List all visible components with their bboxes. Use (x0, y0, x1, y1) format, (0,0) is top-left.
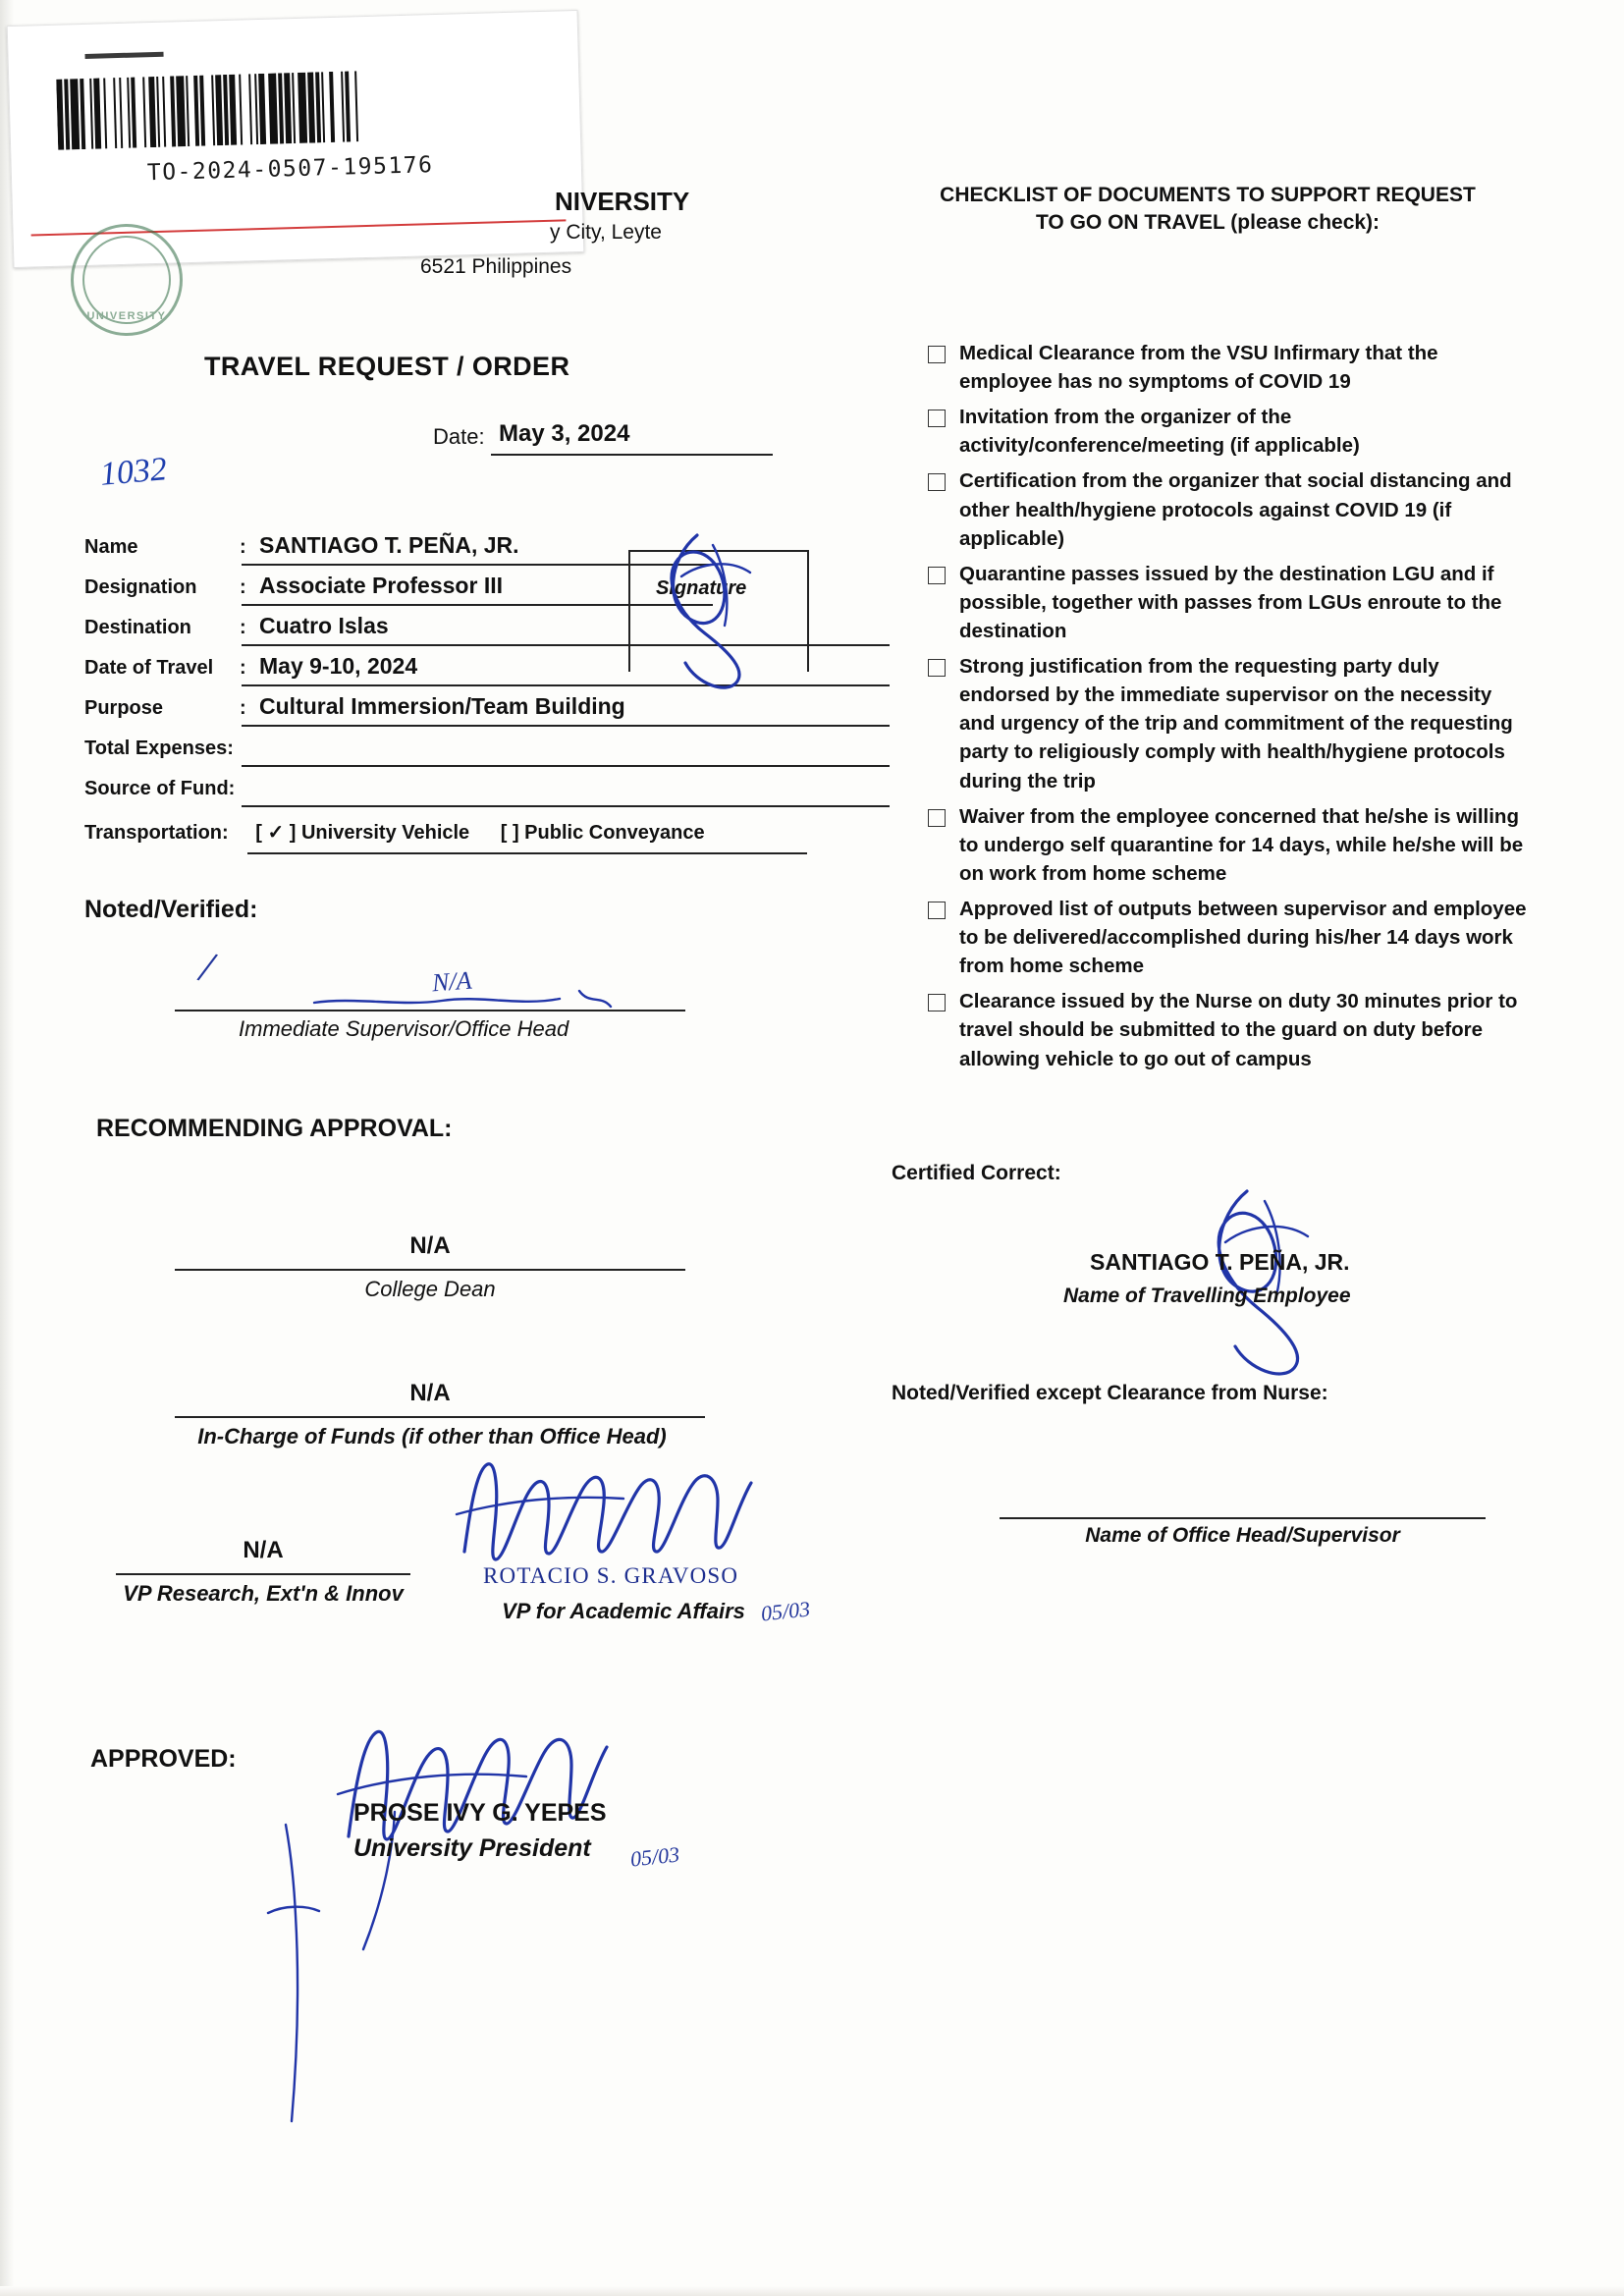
vp-academic-affairs-handwritten-date: 05/03 (759, 1596, 812, 1626)
field-rule (242, 684, 890, 686)
field-label: Date of Travel (84, 657, 214, 679)
scan-edge-bottom (0, 2286, 1624, 2296)
checklist-item[interactable] (928, 466, 1527, 552)
checkbox-icon[interactable] (928, 902, 946, 919)
field-colon: : (240, 697, 246, 719)
checkbox-icon[interactable] (928, 346, 946, 363)
field-rule (242, 805, 890, 807)
vp-research-value: N/A (243, 1537, 284, 1563)
office-head-rule (1000, 1517, 1486, 1519)
college-dean-caption: College Dean (364, 1277, 496, 1301)
barcode-icon (56, 66, 529, 149)
noted-verified-title: Noted/Verified: (84, 896, 258, 923)
transportation-option-public-conveyance[interactable]: [ ] Public Conveyance (500, 822, 705, 844)
transportation-rule (247, 852, 807, 854)
in-charge-of-funds-rule (175, 1416, 705, 1418)
in-charge-of-funds-value: N/A (409, 1380, 451, 1406)
university-president-name: PROSE IVY G. YEPES (353, 1799, 607, 1827)
field-row-source-of-fund (84, 772, 811, 812)
recommending-approval-title: RECOMMENDING APPROVAL: (96, 1115, 453, 1142)
field-label: Destination (84, 617, 191, 638)
field-colon: : (240, 536, 246, 558)
college-dean-value: N/A (409, 1232, 451, 1259)
header-zip: 6521 Philippines (420, 255, 572, 278)
handwritten-na-noted: N/A (431, 965, 473, 998)
checklist-item-label: Strong justification from the requesting party duly endorsed by the immediate supervisor on the necessity and urgency of the trip and commitment of the requesting party to religiously comply with health/hygiene protocols during the trip (959, 655, 1513, 793)
checklist-item-label: Approved list of outputs between supervisor and employee to be delivered/accomplished during his/her 14 days work from home scheme (959, 897, 1527, 978)
checkbox-icon[interactable] (928, 994, 946, 1011)
field-label: Purpose (84, 697, 164, 719)
checklist-item-label: Certification from the organizer that social distancing and other health/hygiene protocols against COVID 19 (if applicable) (959, 469, 1512, 550)
field-rule (242, 725, 890, 727)
travelling-employee-caption: Name of Travelling Employee (1063, 1285, 1351, 1307)
college-dean-rule (175, 1269, 685, 1271)
field-value-name: SANTIAGO T. PEÑA, JR. (259, 532, 519, 558)
checkbox-icon[interactable] (928, 809, 946, 827)
signature-box-label: Signature (656, 577, 747, 599)
date-rule (491, 454, 773, 456)
checkbox-icon[interactable] (928, 410, 946, 427)
certified-correct-label: Certified Correct: (892, 1162, 1061, 1184)
checklist-item[interactable] (928, 987, 1527, 1072)
date-label: Date: (433, 424, 485, 449)
checklist-items (928, 339, 1527, 1080)
transportation-option-university-vehicle[interactable]: [ ✓ ] University Vehicle (255, 822, 470, 844)
vp-academic-affairs-handwritten-name: ROTACIO S. GRAVOSO (483, 1563, 739, 1588)
checkbox-icon[interactable] (928, 659, 946, 677)
vp-academic-affairs-signature-mark (447, 1444, 781, 1576)
field-colon: : (240, 617, 246, 638)
checklist-item-label: Invitation from the organizer of the activity/conference/meeting (if applicable) (959, 406, 1360, 458)
checkbox-icon[interactable] (928, 473, 946, 491)
travelling-employee-name: SANTIAGO T. PEÑA, JR. (1090, 1249, 1350, 1275)
in-charge-of-funds-caption: In-Charge of Funds (if other than Office Head) (197, 1424, 667, 1449)
checklist-title-line1: CHECKLIST OF DOCUMENTS TO SUPPORT REQUEST (940, 184, 1476, 206)
noted-except-nurse-label: Noted/Verified except Clearance from Nurse: (892, 1382, 1328, 1404)
field-value-destination: Cuatro Islas (259, 613, 389, 638)
date-value: May 3, 2024 (499, 420, 630, 447)
page-title: TRAVEL REQUEST / ORDER (204, 352, 570, 381)
university-seal-icon (71, 224, 183, 336)
checklist-title-line2: TO GO ON TRAVEL (please check): (1035, 211, 1380, 235)
university-seal-text: UNIVERSITY (86, 310, 167, 322)
field-colon: : (240, 576, 246, 598)
checklist-title (889, 182, 1527, 238)
field-value-designation: Associate Professor III (259, 573, 503, 598)
checklist-item[interactable] (928, 560, 1527, 645)
checklist-item-label: Clearance issued by the Nurse on duty 30 minutes prior to travel should be submitted to the guard on duty before allowing vehicle to go out of campus (959, 990, 1518, 1070)
handwritten-control-number: 1032 (98, 451, 169, 493)
field-label: Source of Fund: (84, 778, 236, 799)
president-signature-tail-mark (250, 1807, 368, 2131)
office-head-caption: Name of Office Head/Supervisor (1085, 1524, 1400, 1547)
scan-edge-left (0, 0, 14, 2296)
transportation-label: Transportation: (84, 822, 229, 844)
checklist-item[interactable] (928, 895, 1527, 980)
checklist-item-label: Medical Clearance from the VSU Infirmary that the employee has no symptoms of COVID 19 (959, 342, 1438, 394)
checklist-item-label: Waiver from the employee concerned that he/she is willing to undergo self quarantine for 14 days, while he/she will be on work from home scheme (959, 804, 1524, 885)
noted-verified-rule (175, 1010, 685, 1011)
field-label: Total Expenses: (84, 738, 234, 759)
noted-verified-caption: Immediate Supervisor/Office Head (239, 1016, 569, 1041)
field-value-purpose: Cultural Immersion/Team Building (259, 693, 625, 719)
sticker-dash-mark (84, 52, 163, 59)
university-president-signature-mark (324, 1704, 736, 1959)
field-value-date-of-travel: May 9-10, 2024 (259, 653, 418, 679)
field-label: Name (84, 536, 138, 558)
field-colon: : (240, 657, 246, 679)
handwritten-check-mark: / (193, 941, 222, 993)
tracking-code: TO-2024-0507-195176 (146, 152, 434, 187)
vp-research-caption: VP Research, Ext'n & Innov (123, 1581, 404, 1606)
checklist-item[interactable] (928, 403, 1527, 460)
field-label: Designation (84, 576, 197, 598)
vp-research-rule (116, 1573, 410, 1575)
checklist-item-label: Quarantine passes issued by the destination LGU and if possible, together with passes from LGUs enroute to the destination (959, 562, 1502, 642)
university-president-caption: University President (353, 1834, 591, 1862)
vp-academic-affairs-caption: VP for Academic Affairs (502, 1599, 745, 1623)
field-rule (242, 765, 890, 767)
header-city: y City, Leyte (550, 221, 662, 244)
checklist-item[interactable] (928, 339, 1527, 396)
field-row-purpose (84, 691, 811, 732)
checklist-item[interactable] (928, 652, 1527, 795)
field-row-total-expenses (84, 732, 811, 772)
checklist-item[interactable] (928, 802, 1527, 888)
barcode-sticker (7, 10, 585, 268)
president-handwritten-date: 05/03 (628, 1841, 681, 1872)
header-university-name: NIVERSITY (555, 187, 690, 216)
signature-box (628, 550, 809, 672)
transportation-row (84, 820, 705, 845)
approved-title: APPROVED: (90, 1745, 237, 1773)
checkbox-icon[interactable] (928, 567, 946, 584)
